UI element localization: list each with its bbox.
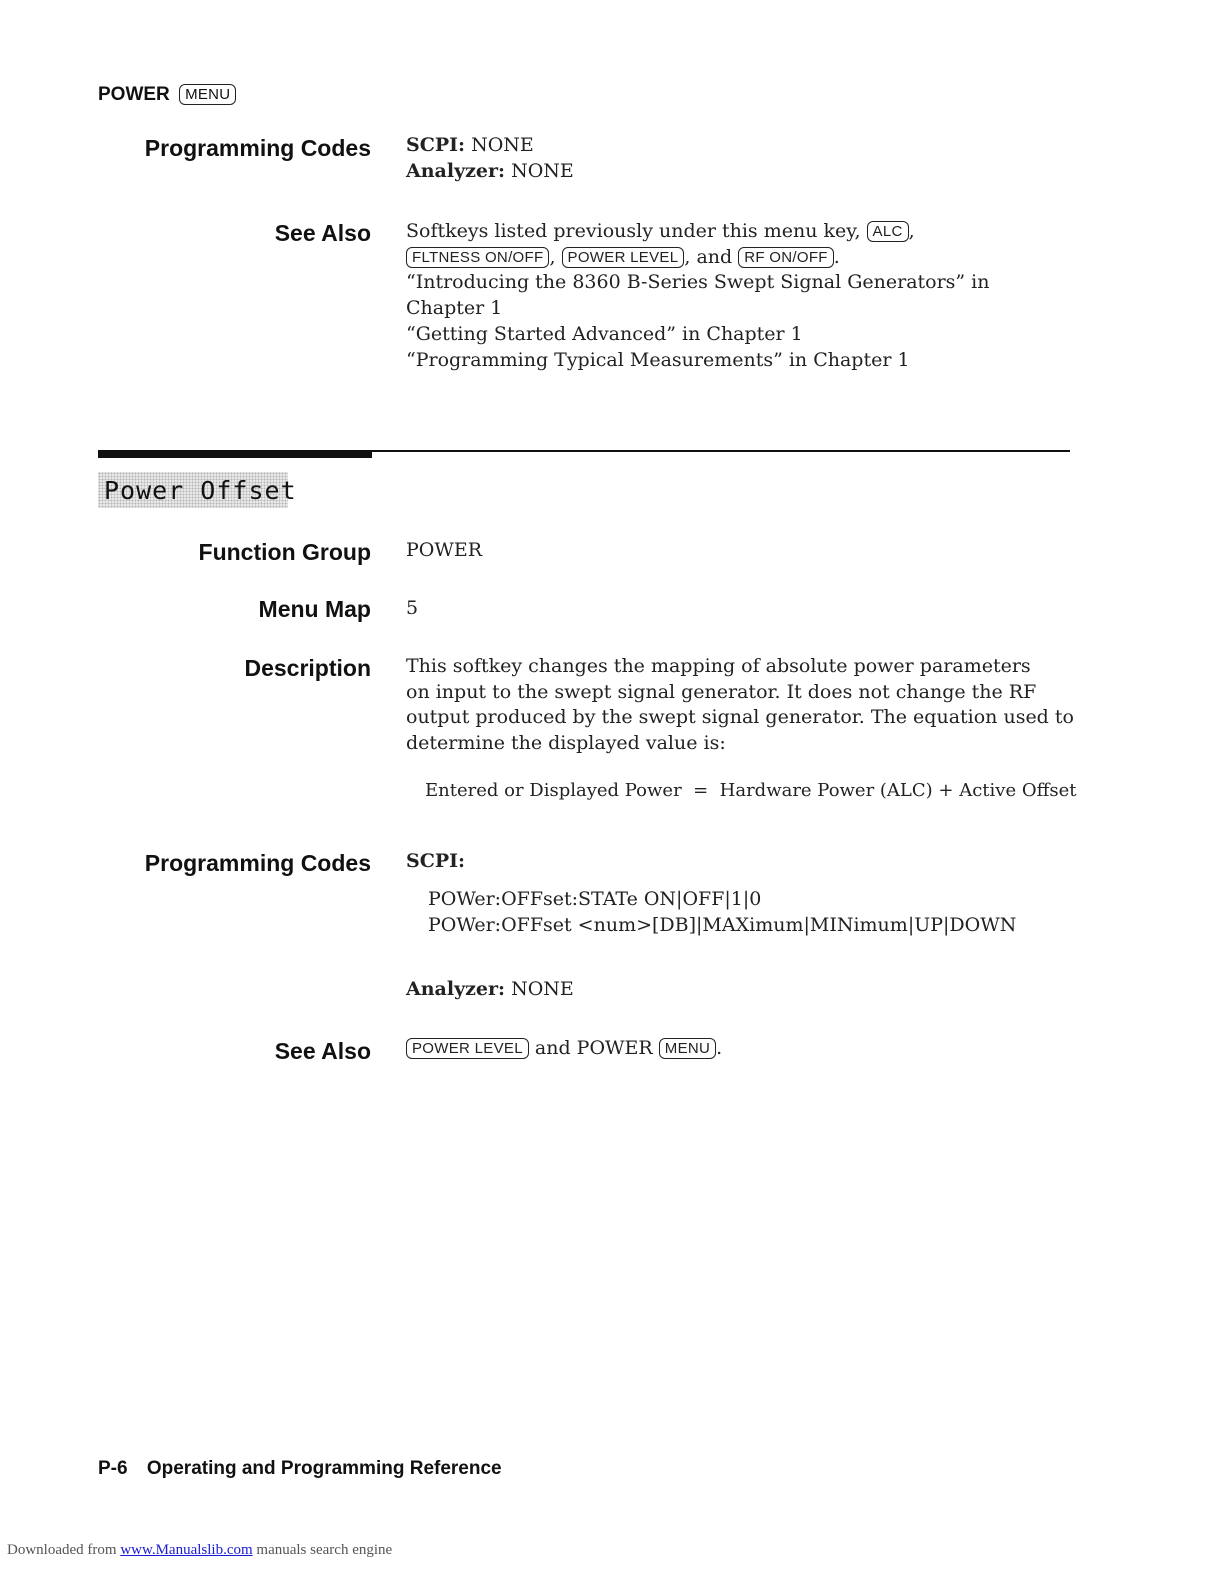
ref3: “Programming Typical Measurements” in Chapter 1: [406, 348, 910, 371]
power-level-key: POWER LEVEL: [562, 247, 685, 268]
fltness-key: FLTNESS ON/OFF: [406, 247, 549, 268]
download-banner: [7, 1542, 392, 1559]
ref1-a: “Introducing the 8360 B-Series Swept Signal Generators” in: [406, 271, 990, 294]
menu-key: MENU: [659, 1038, 716, 1059]
description-line: on input to the swept signal generator. It does not change the RF: [406, 680, 1037, 703]
description-label: Description: [244, 655, 371, 681]
scpi-label: SCPI:: [406, 134, 466, 156]
description-line: output produced by the swept signal generator. The equation used to: [406, 706, 1074, 729]
ref2: “Getting Started Advanced” in Chapter 1: [406, 322, 803, 345]
download-suffix: manuals search engine: [256, 1542, 393, 1558]
entry-analyzer: [406, 977, 574, 1003]
description-line: This softkey changes the mapping of absolute power parameters: [406, 655, 1031, 677]
menu-map-label: Menu Map: [258, 596, 371, 622]
ref1-b: Chapter 1: [406, 297, 503, 320]
scpi-command: POWer:OFFset:STATe ON|OFF|1|0: [428, 888, 762, 910]
running-header-section: POWER: [98, 84, 170, 105]
see-also-label: See Also: [274, 220, 371, 246]
scpi-command: POWer:OFFset <num>[DB]|MAXimum|MINimum|UP|DOWN: [428, 913, 1017, 936]
entry-scpi-label: SCPI:: [406, 850, 466, 872]
power-level-key: POWER LEVEL: [406, 1038, 529, 1059]
entry-see-also-mid: and POWER: [534, 1037, 653, 1059]
see-also-line1: Softkeys listed previously under this menu key,: [406, 220, 861, 242]
download-prefix: Downloaded from: [7, 1542, 117, 1558]
analyzer-value: NONE: [511, 159, 574, 182]
function-group-value: POWER: [406, 539, 483, 561]
programming-codes-label: Programming Codes: [144, 135, 371, 161]
menu-map-value: 5: [406, 597, 419, 619]
analyzer-label: Analyzer:: [406, 159, 506, 182]
page-number: P-6: [98, 1458, 128, 1479]
page-footer: [98, 1458, 502, 1480]
and-text: , and: [684, 245, 733, 268]
entry-programming-codes-label: Programming Codes: [144, 850, 371, 876]
scpi-value: NONE: [471, 134, 534, 156]
description-line: determine the displayed value is:: [406, 732, 726, 755]
entry-analyzer-value: NONE: [511, 978, 574, 1000]
alc-key: ALC: [867, 221, 909, 242]
entry-analyzer-label: Analyzer:: [406, 978, 506, 1000]
entry-title: Power Offset: [104, 476, 297, 505]
programming-codes-body: [406, 133, 574, 184]
entry-see-also-body: POWER LEVEL and POWER MENU .: [406, 1036, 722, 1062]
manualslib-link[interactable]: www.Manualslib.com: [120, 1542, 253, 1558]
running-header: [98, 84, 236, 106]
function-group-label: Function Group: [198, 539, 371, 565]
scpi-commands: [428, 887, 1016, 938]
section-rule-thick: [98, 450, 372, 458]
equation: Entered or Displayed Power = Hardware Power (ALC) + Active Offset: [425, 780, 1077, 801]
description-body: [406, 654, 1074, 757]
see-also-body: Softkeys listed previously under this menu key, ALC , FLTNESS ON/OFF , POWER LEVEL , and RF ON/OFF . “Introducing the 8360 B-Series Swept Signal Generators” in Chapter 1 “Getting Started Advanced” in Chapter 1 “Programming Typical Measurements” in Chapter 1: [406, 219, 990, 373]
entry-see-also-label: See Also: [274, 1038, 371, 1064]
rf-key: RF ON/OFF: [738, 247, 834, 268]
menu-key: MENU: [179, 84, 236, 105]
footer-title: Operating and Programming Reference: [146, 1458, 502, 1479]
